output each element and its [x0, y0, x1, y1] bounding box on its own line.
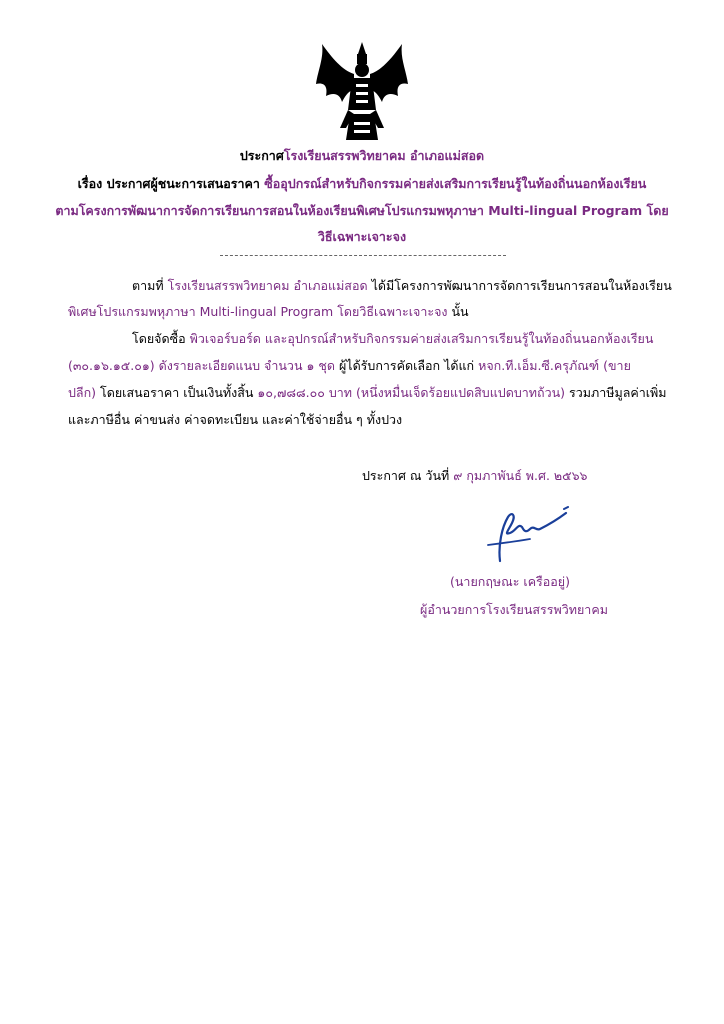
p2-selected-label: ผู้ได้รับการคัดเลือก ได้แก่ — [338, 358, 475, 373]
p2-price-label: โดยเสนอราคา เป็นเงินทั้งสิ้น — [100, 385, 254, 400]
signer-position: ผู้อำนวยการโรงเรียนสรรพวิทยาคม — [420, 602, 608, 617]
p1-program-name: พิเศษโปรแกรมพหุภาษา Multi-lingual Program โดยวิธีเฉพาะเจาะจง — [68, 304, 448, 319]
program-line: ตามโครงการพัฒนาการจัดการเรียนการสอนในห้องเรียนพิเศษโปรแกรมพหุภาษา Multi-lingual Program โดย — [55, 203, 669, 218]
p1-school-name: โรงเรียนสรรพวิทยาคม อำเภอแม่สอด — [167, 278, 368, 293]
signer-name: (นายกฤษณะ เครืออยู่) — [450, 574, 570, 589]
announcement-title — [0, 146, 724, 166]
p2-item-name: พิวเจอร์บอร์ด และอุปกรณ์สำหรับกิจกรรมค่ายส่งเสริมการเรียนรู้ในท้องถิ่นนอกห้องเรียน — [189, 331, 654, 346]
p2-vendor-name: หจก.ที.เอ็ม.ซี.ครุภัณฑ์ (ขาย — [478, 358, 631, 373]
p2-price-amount: ๑๐,๗๘๘.๐๐ บาท (หนึ่งหมื่นเจ็ดร้อยแปดสิบแปดบาทถ้วน) — [257, 385, 566, 400]
announcement-subject — [0, 174, 724, 194]
method-line: วิธีเฉพาะเจาะจง — [317, 229, 407, 244]
date-value: ๙ กุมภาพันธ์ พ.ศ. ๒๕๖๖ — [453, 468, 588, 483]
p1-text-c: ได้มีโครงการพัฒนาการจัดการเรียนการสอนในห้องเรียน — [371, 278, 672, 293]
garuda-emblem-icon — [312, 40, 412, 144]
paragraph-2-line-1 — [132, 330, 652, 348]
p1-text-end: นั้น — [451, 304, 469, 319]
paragraph-2-line-4: และภาษีอื่น ค่าขนส่ง ค่าจดทะเบียน และค่าใช้จ่ายอื่น ๆ ทั้งปวง — [68, 412, 403, 427]
title-school: โรงเรียนสรรพวิทยาคม อำเภอแม่สอด — [283, 148, 485, 163]
paragraph-1-line-1 — [132, 277, 672, 295]
title-prefix: ประกาศ — [239, 148, 284, 163]
p2-vendor-end: ปลีก) — [68, 385, 97, 400]
p2-text-a: โดยจัดซื้อ — [132, 331, 186, 346]
separator-line — [220, 255, 506, 256]
announcement-date — [362, 466, 587, 486]
paragraph-1-line-2 — [68, 303, 658, 321]
subject-rest: ซื้ออุปกรณ์สำหรับกิจกรรมค่ายส่งเสริมการเรียนรู้ในท้องถิ่นนอกห้องเรียน — [264, 176, 647, 191]
p2-vat-text: รวมภาษีมูลค่าเพิ่ม — [569, 385, 667, 400]
paragraph-2-line-3 — [68, 384, 667, 402]
p1-text-a: ตามที่ — [132, 278, 164, 293]
paragraph-2-line-2 — [68, 357, 658, 375]
signature-icon — [478, 505, 578, 565]
p2-item-code: (๓๐.๑๖.๑๕.๐๑) ดังรายละเอียดแนบ จำนวน ๑ ชุด — [68, 358, 335, 373]
subject-prefix: เรื่อง ประกาศผู้ชนะการเสนอราคา — [77, 176, 260, 191]
date-prefix: ประกาศ ณ วันที่ — [362, 468, 450, 483]
